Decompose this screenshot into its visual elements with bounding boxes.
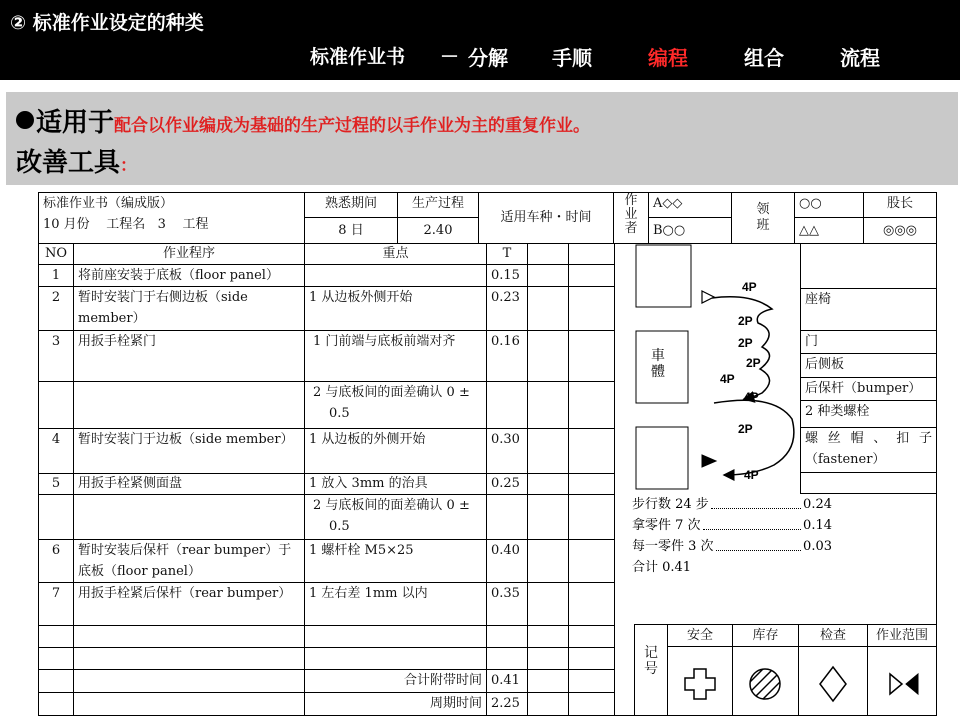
legend-inspection-cell	[798, 646, 868, 716]
empty-row-2-key	[304, 647, 487, 670]
row-5-no: 5	[38, 473, 74, 495]
end-arrow-icon	[702, 455, 716, 467]
worker-a: A◇◇	[648, 192, 732, 218]
worker-label-cell	[613, 192, 649, 244]
row-6-key	[304, 539, 487, 583]
note-walk-value: 0.24	[803, 497, 832, 512]
col-header-steps: 作业程序	[73, 243, 305, 265]
row-3-blank-2	[568, 330, 615, 382]
car-body-label: 車體	[651, 348, 665, 380]
bullet-icon	[16, 111, 34, 129]
cycle-time-label: 周期时间	[304, 692, 487, 716]
row-1-key	[304, 264, 487, 287]
process-time-label: 生产过程	[397, 192, 479, 218]
row-7-key	[304, 582, 487, 626]
legend-label-cell	[634, 624, 668, 716]
extra-time-value: 0.41	[486, 669, 528, 693]
part-seat: 座椅	[800, 288, 937, 331]
tab-procedure[interactable]: 手顺	[552, 46, 592, 70]
note-walk-label: 步行数 24 步	[632, 497, 709, 512]
row-1-blank-1	[527, 264, 569, 287]
legend-work-range-cell	[867, 646, 937, 716]
row-3b-time	[486, 381, 528, 429]
walk-path-lower	[714, 400, 794, 475]
row-6-blank-1	[527, 539, 569, 583]
row-5b-blank-1	[527, 494, 569, 540]
row-2-key	[304, 286, 487, 331]
leader-label-cell	[731, 192, 795, 244]
col-header-no: NO	[38, 243, 74, 265]
safety-cross-icon	[668, 647, 732, 715]
row-3b-key-text: 与底板间的面差确认 0 ± 0.5	[325, 385, 470, 421]
cycle-time-blank-2	[568, 692, 615, 716]
row-3-key	[304, 330, 487, 382]
row-5-key	[304, 473, 487, 495]
row-2-no: 2	[38, 286, 74, 331]
row-6-key-text: 螺杆栓 M5×25	[321, 543, 414, 558]
flow-label-4: 2P	[746, 356, 761, 370]
row-7-no: 7	[38, 582, 74, 626]
leader-a: ○○	[794, 192, 864, 218]
leader-label: 领班	[756, 202, 770, 233]
row-5b-no	[38, 494, 74, 540]
time-notes	[632, 494, 832, 578]
row-5-step: 用扳手栓紧侧面盘	[73, 473, 305, 495]
row-4-key	[304, 428, 487, 474]
leader-b: △△	[794, 217, 864, 244]
row-3b-blank-1	[527, 381, 569, 429]
cycle-time-step	[73, 692, 305, 716]
part-rear-side-panel: 后侧板	[800, 353, 937, 378]
note-each-part-label: 每一零件 3 次	[632, 539, 714, 554]
improvement-tool-label: 改善工具	[16, 148, 121, 178]
row-6-key-no: 1	[309, 543, 318, 558]
subtitle: 标准作业书	[310, 46, 406, 68]
empty-row-1-time	[486, 625, 528, 648]
station-seat-box	[636, 245, 691, 307]
row-3-key-text: 门前端与底板前端对齐	[325, 334, 456, 349]
row-1-time: 0.15	[486, 264, 528, 287]
empty-row-1-blank-2	[568, 625, 615, 648]
note-each-part-value: 0.03	[803, 539, 832, 554]
process-number: 3	[157, 217, 166, 232]
flow-label-2: 2P	[738, 314, 753, 328]
row-4-blank-2	[568, 428, 615, 474]
row-5-key-no: 1	[309, 476, 318, 491]
part-door: 门	[800, 330, 937, 354]
extra-time-blank-2	[568, 669, 615, 693]
worker-label: 作业者	[624, 193, 638, 236]
work-range-arrows-icon	[868, 647, 936, 715]
row-1-step: 将前座安装于底板（floor panel）	[73, 264, 305, 287]
process-time-value: 2.40	[397, 217, 479, 244]
row-4-no: 4	[38, 428, 74, 474]
flow-label-6: 4P	[744, 390, 759, 404]
row-2-time: 0.23	[486, 286, 528, 331]
tab-flow[interactable]: 流程	[840, 46, 880, 70]
row-7-blank-1	[527, 582, 569, 626]
row-3-key-no: 1	[313, 334, 322, 349]
applies-to-label: 适用于	[36, 108, 115, 138]
row-1-no: 1	[38, 264, 74, 287]
flow-label-7: 2P	[738, 422, 753, 436]
row-5-blank-1	[527, 473, 569, 495]
cycle-time-no	[38, 692, 74, 716]
row-2-step: 暂时安装门于右侧边板（side member）	[73, 286, 305, 331]
flow-label-5: 4P	[720, 372, 735, 386]
row-5b-blank-2	[568, 494, 615, 540]
tab-combination[interactable]: 组合	[744, 46, 784, 70]
row-3-no: 3	[38, 330, 74, 382]
legend-label: 记号	[644, 645, 658, 677]
part-bolts: 2 种类螺栓	[800, 400, 937, 428]
empty-row-2-step	[73, 647, 305, 670]
worker-b: B○○	[648, 217, 732, 244]
note-parts-label: 拿零件 7 次	[632, 518, 701, 533]
chief-value: ◎◎◎	[863, 217, 937, 244]
station-bumper-box	[636, 427, 688, 489]
legend-stock-cell	[732, 646, 799, 716]
row-7-time: 0.35	[486, 582, 528, 626]
extra-time-blank-1	[527, 669, 569, 693]
row-6-no: 6	[38, 539, 74, 583]
row-4-time: 0.30	[486, 428, 528, 474]
row-2-key-no: 1	[309, 290, 318, 305]
familiar-period-value: 8 日	[304, 217, 398, 244]
row-2-key-text: 从边板外侧开始	[321, 290, 413, 305]
start-arrow-icon	[702, 291, 714, 303]
empty-row-2-blank-1	[527, 647, 569, 670]
row-6-blank-2	[568, 539, 615, 583]
row-5-time: 0.25	[486, 473, 528, 495]
part-rear-bumper: 后保杆（bumper）	[800, 377, 937, 401]
flow-label-3: 2P	[738, 336, 753, 350]
row-4-step: 暂时安装门于边板（side member）	[73, 428, 305, 474]
row-3b-key	[304, 381, 487, 429]
legend-stock: 库存	[732, 624, 799, 647]
legend-work-range: 作业范围	[867, 624, 937, 647]
note-parts-value: 0.14	[803, 518, 832, 533]
row-4-key-no: 1	[309, 432, 318, 447]
row-5b-key-text: 与底板间的面差确认 0 ± 0.5	[325, 498, 470, 534]
note-parts	[632, 515, 832, 536]
standard-work-sheet	[38, 192, 937, 716]
chief-label: 股长	[863, 192, 937, 218]
col-header-blank-1	[527, 243, 569, 265]
row-6-time: 0.40	[486, 539, 528, 583]
row-5-key-text: 放入 3mm 的治具	[321, 476, 428, 491]
empty-row-1-no	[38, 625, 74, 648]
part-fastener: 螺丝帽、扣子（fastener）	[800, 427, 937, 473]
row-3-blank-1	[527, 330, 569, 382]
col-header-time: T	[486, 243, 528, 265]
cycle-time-value: 2.25	[486, 692, 528, 716]
flow-label-1: 4P	[742, 280, 757, 294]
extra-time-step	[73, 669, 305, 693]
row-3b-key-no: 2	[313, 385, 322, 400]
row-2-blank-1	[527, 286, 569, 331]
row-3-time: 0.16	[486, 330, 528, 382]
header-bar	[0, 0, 960, 80]
vehicle-time-label: 适用车种・时间	[478, 192, 614, 244]
sheet-title: 标准作业书（编成版）	[43, 196, 174, 211]
flow-label-8: 4P	[744, 468, 759, 482]
process-label: 工程	[182, 217, 209, 232]
row-3b-step	[73, 381, 305, 429]
familiar-period-label: 熟悉期间	[304, 192, 398, 218]
legend-safety: 安全	[667, 624, 733, 647]
legend-safety-cell	[667, 646, 733, 716]
note-total: 合计 0.41	[632, 560, 692, 575]
extra-time-label: 合计附带时间	[304, 669, 487, 693]
page-title: ② 标准作业设定的种类	[10, 12, 204, 34]
stock-hatched-circle-icon	[733, 647, 798, 715]
empty-row-1-blank-1	[527, 625, 569, 648]
inspection-diamond-icon	[799, 647, 867, 715]
row-5b-key-no: 2	[313, 498, 322, 513]
extra-time-no	[38, 669, 74, 693]
tab-programming[interactable]: 编程	[648, 46, 688, 70]
cycle-time-blank-1	[527, 692, 569, 716]
subtitle-separator: －	[440, 46, 460, 68]
empty-row-1-key	[304, 625, 487, 648]
empty-row-1-step	[73, 625, 305, 648]
row-7-step: 用扳手栓紧后保杆（rear bumper）	[73, 582, 305, 626]
empty-row-2-time	[486, 647, 528, 670]
applies-to-text: 配合以作业编成为基础的生产过程的以手作业为主的重复作业。	[114, 116, 591, 136]
process-name-label: 工程名	[106, 217, 146, 232]
applicability-banner	[6, 92, 958, 185]
improvement-tool-text: ：	[120, 156, 138, 176]
row-1-blank-2	[568, 264, 615, 287]
row-7-blank-2	[568, 582, 615, 626]
flow-diagram	[614, 243, 800, 494]
row-4-blank-1	[527, 428, 569, 474]
col-header-blank-2	[568, 243, 615, 265]
row-5b-key	[304, 494, 487, 540]
tab-decompose[interactable]: 分解	[468, 46, 508, 70]
empty-row-2-blank-2	[568, 647, 615, 670]
row-2-blank-2	[568, 286, 615, 331]
row-3b-no	[38, 381, 74, 429]
empty-row-2-no	[38, 647, 74, 670]
note-each-part	[632, 536, 832, 557]
row-7-key-text: 左右差 1mm 以内	[321, 586, 428, 601]
row-3b-blank-2	[568, 381, 615, 429]
sheet-title-cell	[38, 192, 305, 244]
note-walk	[632, 494, 832, 515]
row-7-key-no: 1	[309, 586, 318, 601]
row-3-step: 用扳手栓紧门	[73, 330, 305, 382]
col-header-key-points: 重点	[304, 243, 487, 265]
row-5-blank-2	[568, 473, 615, 495]
row-5b-step	[73, 494, 305, 540]
sheet-month: 10 月份	[43, 217, 90, 232]
legend-inspection: 检查	[798, 624, 868, 647]
row-5b-time	[486, 494, 528, 540]
row-4-key-text: 从边板的外侧开始	[321, 432, 426, 447]
row-6-step: 暂时安装后保杆（rear bumper）于底板（floor panel）	[73, 539, 305, 583]
